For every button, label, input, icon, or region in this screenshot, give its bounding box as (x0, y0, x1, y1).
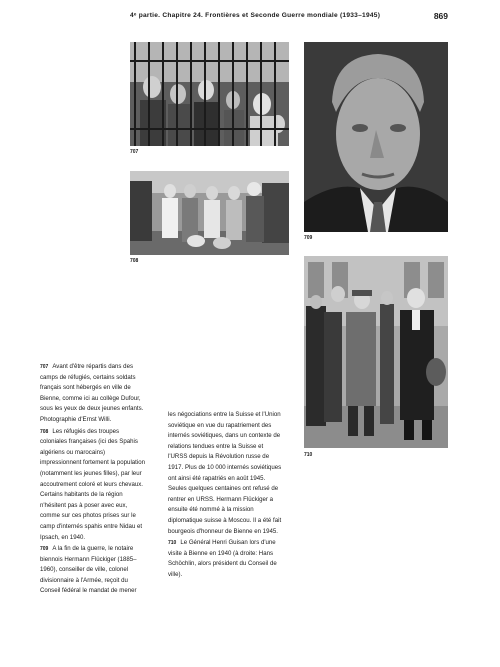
caption-column-left (40, 362, 146, 598)
running-title: 4ᵉ partie. Chapitre 24. Frontières et Seconde Guerre mondiale (1933–1945) (130, 12, 381, 19)
caption-709 (40, 544, 146, 597)
photo-708-image (130, 171, 289, 255)
caption-column-right (168, 410, 283, 582)
caption-text-709-part2: les négociations entre la Suisse et l'Union soviétique en vue du rapatriement des internés soviétiques, dans un contexte de relations tendues entre la Suisse et l'URSS depuis la Révolution russe de 1917. Plus de 10 000 internés soviétiques ont ainsi été rapatriés en août 1945. Seules quelques centaines ont refusé de rentrer en URSS. Hermann Flückiger a ensuite été nommé à la mission diplomatique suisse à Moscou. Il a été fait bourgeois d'honneur de Bienne en 1945. (168, 411, 282, 535)
photo-707-refugee-soldiers-at-gate (130, 42, 289, 146)
figure-number-709: 709 (304, 235, 313, 241)
caption-number-710: 710 (168, 540, 177, 547)
photo-709-image (304, 42, 448, 232)
caption-number-707: 707 (40, 364, 49, 370)
figure-number-708: 708 (130, 258, 139, 264)
caption-number-709: 709 (40, 546, 49, 553)
photo-707-image (130, 42, 289, 146)
figure-number-710: 710 (304, 452, 313, 458)
photo-709-portrait-hermann-fluckiger (304, 42, 448, 232)
caption-708 (40, 427, 146, 544)
caption-text-709-part1: A la fin de la guerre, le notaire biennois Hermann Flückiger (1885–1960), conseiller de ville, colonel divisionnaire à l'Armée, reçoit du Conseil fédéral le mandat de mener (40, 545, 137, 595)
caption-707 (40, 362, 146, 426)
caption-text-707: Avant d'être répartis dans des camps de réfugiés, certains soldats français sont hébergés en ville de Bienne, comme ici au collège Dufour, sous les yeux de deux jeunes enfants. Photographie d'Ernst Willi. (40, 363, 144, 423)
caption-709-continued (168, 410, 283, 537)
photo-710-image (304, 256, 448, 448)
caption-text-708: Les réfugiés des troupes coloniales françaises (ici des Spahis algériens ou marocains) impressionnent fortement la population (notamment les jeunes filles), par leur accoutrement coloré et leurs chevaux. Certains habitants de la région n'hésitent pas à poser avec eux, comme sur ces photos prises sur le camp d'internés spahis entre Nidau et Ipsach, en 1940. (40, 427, 146, 541)
photo-708-spahis-with-locals (130, 171, 289, 255)
caption-number-708: 708 (40, 428, 49, 435)
caption-710 (168, 538, 283, 580)
caption-text-710: Le Général Henri Guisan lors d'une visite à Bienne en 1940 (à droite: Hans Schöchlin, alors président du Conseil de ville). (168, 539, 277, 578)
page-header (130, 11, 448, 23)
figure-number-707: 707 (130, 149, 139, 155)
page-number: 869 (433, 11, 448, 21)
photo-710-general-guisan-visit (304, 256, 448, 448)
